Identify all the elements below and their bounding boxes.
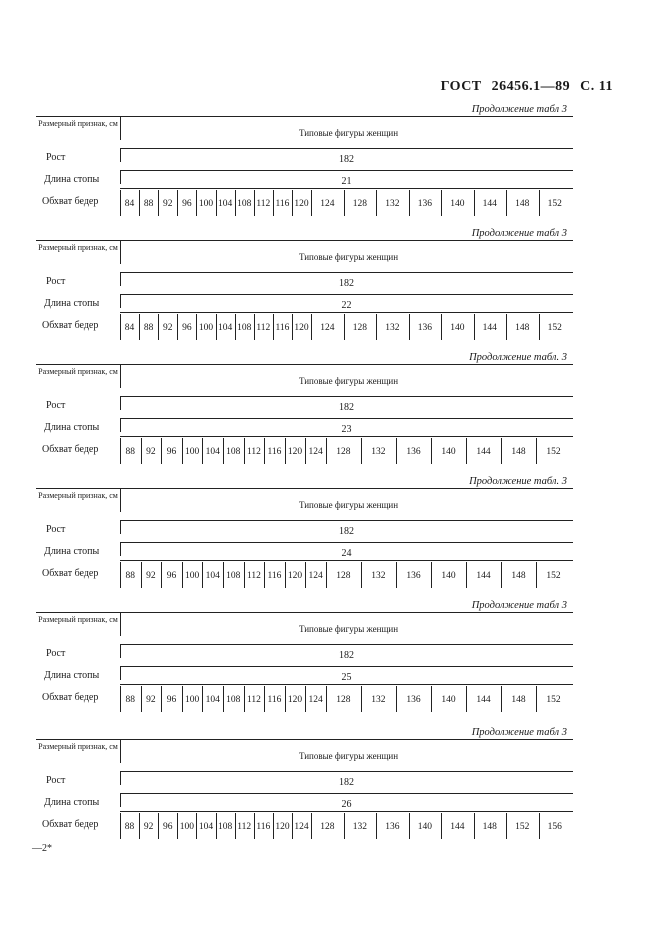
- hip-value: 116: [275, 323, 290, 333]
- hip-value: 116: [267, 695, 282, 705]
- header-rule: [120, 148, 573, 149]
- hip-value: 84: [124, 199, 135, 209]
- hip-value: 100: [198, 199, 214, 209]
- hip-value: 104: [198, 822, 214, 832]
- hip-value: 100: [184, 695, 200, 705]
- hip-value: 148: [515, 323, 530, 333]
- hip-value: 140: [450, 323, 465, 333]
- foot-rule: [120, 560, 573, 561]
- hip-value: 104: [218, 323, 233, 333]
- hip-value: 148: [511, 447, 526, 457]
- table-top-rule: [36, 116, 573, 117]
- foot-rule: [120, 188, 573, 189]
- table-top-rule: [36, 240, 573, 241]
- hip-value: 144: [476, 447, 491, 457]
- hip-value: 84: [124, 323, 135, 333]
- hip-value: 124: [320, 199, 335, 209]
- hip-value: 92: [143, 822, 154, 832]
- hip-value: 124: [308, 447, 323, 457]
- standard-label: ГОСТ: [440, 79, 482, 94]
- hip-value: 88: [143, 323, 154, 333]
- hip-value: 120: [275, 822, 290, 832]
- foot-length-value: 23: [341, 424, 352, 435]
- param-header: Размерный признак, см: [38, 367, 118, 376]
- height-rule: [120, 793, 573, 794]
- hip-value: 144: [482, 323, 497, 333]
- hip-value: 140: [441, 695, 456, 705]
- hip-value: 96: [166, 571, 177, 581]
- foot-rule: [120, 436, 573, 437]
- hip-value: 112: [246, 447, 261, 457]
- height-value: 182: [339, 650, 354, 661]
- figures-header: Типовые фигуры женщин: [298, 751, 399, 761]
- hip-value: 128: [336, 695, 351, 705]
- hip-label: Обхват бедер: [42, 196, 99, 207]
- hip-value: 96: [166, 447, 177, 457]
- hip-value: 128: [336, 447, 351, 457]
- hip-value: 100: [184, 447, 200, 457]
- hip-value: 132: [385, 323, 400, 333]
- header-divider: [120, 116, 121, 140]
- hip-value: 136: [406, 447, 421, 457]
- hip-value: 116: [267, 447, 282, 457]
- hip-value: 112: [256, 199, 271, 209]
- hip-value: 100: [184, 571, 200, 581]
- hip-label: Обхват бедер: [42, 819, 99, 830]
- height-label: Рост: [46, 648, 66, 659]
- hip-value: 96: [162, 822, 173, 832]
- header-rule: [120, 644, 573, 645]
- hip-value: 124: [320, 323, 335, 333]
- hip-value: 120: [294, 199, 309, 209]
- header-divider: [120, 739, 121, 763]
- hip-value: 120: [287, 447, 303, 457]
- height-label: Рост: [46, 152, 66, 163]
- hip-value: 144: [476, 695, 491, 705]
- hip-value: 104: [218, 199, 233, 209]
- hip-value: 136: [406, 695, 421, 705]
- hip-value: 152: [547, 199, 562, 209]
- hip-value: 88: [124, 822, 135, 832]
- foot-length-label: Длина стопы: [44, 797, 100, 808]
- foot-length-value: 26: [341, 799, 352, 810]
- hip-value: 88: [143, 199, 154, 209]
- hip-value: 100: [179, 822, 194, 832]
- hip-value: 92: [146, 695, 156, 705]
- hip-value: 144: [482, 199, 497, 209]
- hip-value: 112: [246, 571, 261, 581]
- foot-length-value: 25: [341, 672, 352, 683]
- foot-length-label: Длина стопы: [44, 670, 100, 681]
- hip-value: 132: [385, 199, 400, 209]
- hip-value: 112: [256, 323, 271, 333]
- foot-length-label: Длина стопы: [44, 298, 100, 309]
- hip-value: 136: [406, 571, 421, 581]
- continuation-table: [36, 600, 573, 722]
- continuation-table: [36, 476, 573, 598]
- header-divider: [120, 488, 121, 512]
- hip-value: 140: [441, 571, 456, 581]
- hip-value: 104: [205, 571, 220, 581]
- continuation-note: Продолжение табл 3: [471, 727, 567, 738]
- height-rule: [120, 170, 573, 171]
- hip-label: Обхват бедер: [42, 692, 99, 703]
- page-header: [435, 79, 613, 95]
- height-value: 182: [339, 526, 354, 537]
- hip-value: 88: [125, 695, 136, 705]
- standard-number: 26456.1—89: [491, 79, 571, 94]
- hip-value: 116: [256, 822, 271, 832]
- hip-value: 124: [294, 822, 309, 832]
- hip-label: Обхват бедер: [42, 444, 99, 455]
- header-rule: [120, 520, 573, 521]
- hip-value: 120: [287, 695, 303, 705]
- hip-value: 140: [450, 199, 465, 209]
- height-value: 182: [339, 154, 354, 165]
- continuation-table: [36, 727, 573, 849]
- hip-value: 92: [146, 571, 156, 581]
- hip-value: 112: [237, 822, 252, 832]
- height-value: 182: [339, 777, 354, 788]
- foot-length-value: 24: [341, 548, 352, 559]
- hip-value: 124: [308, 695, 323, 705]
- hip-value: 148: [482, 822, 497, 832]
- hip-value: 152: [547, 323, 562, 333]
- foot-length-label: Длина стопы: [44, 174, 100, 185]
- continuation-note: Продолжение табл 3: [471, 228, 567, 239]
- hip-value: 148: [511, 695, 526, 705]
- figures-header: Типовые фигуры женщин: [298, 624, 399, 634]
- hip-value: 140: [441, 447, 456, 457]
- table-top-rule: [36, 488, 573, 489]
- param-header: Размерный признак, см: [38, 491, 118, 500]
- hip-value: 96: [182, 323, 192, 333]
- continuation-table: [36, 352, 573, 474]
- height-rule: [120, 542, 573, 543]
- param-header: Размерный признак, см: [38, 742, 118, 751]
- header-rule: [120, 771, 573, 772]
- hip-value: 128: [336, 571, 351, 581]
- table-top-rule: [36, 612, 573, 613]
- hip-value: 96: [166, 695, 177, 705]
- hip-value: 88: [125, 571, 136, 581]
- hip-label: Обхват бедер: [42, 568, 99, 579]
- hip-value: 132: [371, 571, 386, 581]
- hip-value: 112: [246, 695, 261, 705]
- hip-value: 100: [198, 323, 214, 333]
- height-label: Рост: [46, 400, 66, 411]
- hip-value: 128: [352, 323, 367, 333]
- continuation-table: [36, 104, 573, 226]
- hip-value: 140: [417, 822, 432, 832]
- header-divider: [120, 612, 121, 636]
- hip-value: 144: [476, 571, 491, 581]
- hip-value: 116: [275, 199, 290, 209]
- hip-value: 152: [546, 571, 561, 581]
- hip-value: 152: [546, 695, 561, 705]
- header-rule: [120, 396, 573, 397]
- hip-value: 152: [515, 822, 530, 832]
- hip-value: 104: [205, 447, 220, 457]
- hip-value: 96: [182, 199, 192, 209]
- param-header: Размерный признак, см: [38, 243, 118, 252]
- height-rule: [120, 418, 573, 419]
- hip-value: 104: [205, 695, 220, 705]
- hip-value: 156: [547, 822, 562, 832]
- hip-label: Обхват бедер: [42, 320, 99, 331]
- hip-value: 136: [385, 822, 400, 832]
- figures-header: Типовые фигуры женщин: [298, 128, 399, 138]
- param-header: Размерный признак, см: [38, 119, 118, 128]
- height-label: Рост: [46, 524, 66, 535]
- header-rule: [120, 272, 573, 273]
- height-label: Рост: [46, 276, 66, 287]
- table-top-rule: [36, 364, 573, 365]
- hip-value: 128: [352, 199, 367, 209]
- height-rule: [120, 666, 573, 667]
- hip-value: 108: [226, 447, 241, 457]
- figures-header: Типовые фигуры женщин: [298, 252, 399, 262]
- hip-value: 108: [237, 199, 252, 209]
- height-value: 182: [339, 402, 354, 413]
- continuation-note: Продолжение табл. 3: [469, 352, 567, 363]
- figures-header: Типовые фигуры женщин: [298, 500, 399, 510]
- continuation-table: [36, 228, 573, 350]
- continuation-note: Продолжение табл 3: [471, 600, 567, 611]
- page-marker: —2*: [32, 843, 52, 854]
- hip-value: 108: [226, 695, 241, 705]
- hip-value: 116: [267, 571, 282, 581]
- hip-value: 108: [226, 571, 241, 581]
- hip-value: 88: [125, 447, 136, 457]
- page-number: С. 11: [580, 79, 613, 94]
- height-value: 182: [339, 278, 354, 289]
- hip-value: 136: [417, 323, 432, 333]
- header-divider: [120, 364, 121, 388]
- hip-value: 120: [294, 323, 309, 333]
- hip-value: 92: [162, 323, 173, 333]
- table-top-rule: [36, 739, 573, 740]
- hip-value: 132: [352, 822, 367, 832]
- height-label: Рост: [46, 775, 66, 786]
- hip-value: 120: [287, 571, 303, 581]
- continuation-note: Продолжение табл 3: [471, 104, 567, 115]
- foot-length-label: Длина стопы: [44, 546, 100, 557]
- continuation-note: Продолжение табл. 3: [469, 476, 567, 487]
- hip-value: 148: [511, 571, 526, 581]
- header-divider: [120, 240, 121, 264]
- hip-value: 108: [237, 323, 252, 333]
- hip-value: 108: [218, 822, 233, 832]
- hip-value: 136: [417, 199, 432, 209]
- hip-value: 144: [450, 822, 465, 832]
- hip-value: 148: [515, 199, 530, 209]
- foot-length-value: 22: [341, 300, 352, 311]
- foot-rule: [120, 811, 573, 812]
- hip-value: 132: [371, 695, 386, 705]
- foot-length-value: 21: [341, 176, 352, 187]
- hip-value: 152: [546, 447, 561, 457]
- hip-value: 128: [320, 822, 335, 832]
- foot-length-label: Длина стопы: [44, 422, 100, 433]
- height-rule: [120, 294, 573, 295]
- figures-header: Типовые фигуры женщин: [298, 376, 399, 386]
- foot-rule: [120, 312, 573, 313]
- foot-rule: [120, 684, 573, 685]
- param-header: Размерный признак, см: [38, 615, 118, 624]
- hip-value: 92: [146, 447, 156, 457]
- hip-value: 92: [162, 199, 173, 209]
- hip-value: 124: [308, 571, 323, 581]
- hip-value: 132: [371, 447, 386, 457]
